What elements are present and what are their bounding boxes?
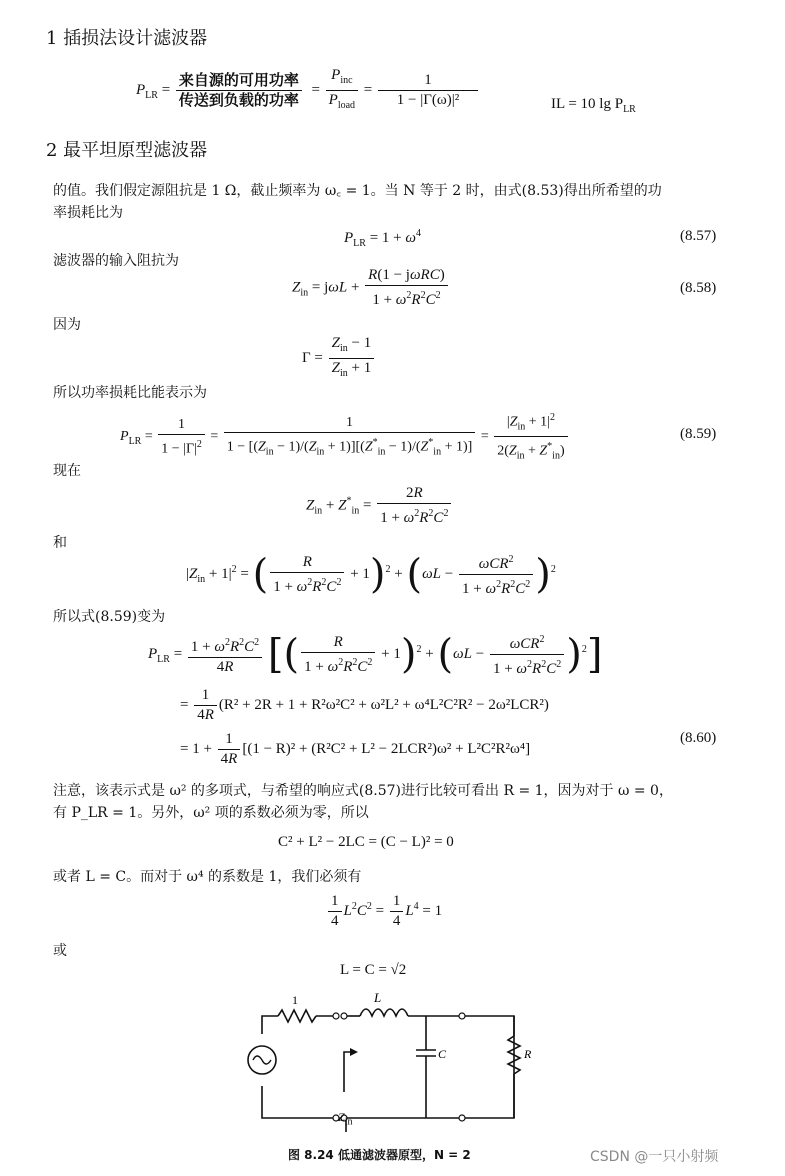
heading-section-1: 1 插损法设计滤波器: [46, 28, 208, 49]
paragraph-now: 现在: [53, 463, 81, 479]
label-resistor-1: 1: [292, 993, 298, 1007]
equation-number-8-58: (8.58): [680, 280, 717, 296]
equation-8-60-line-3: = 1 + $\frac{1}{4R}$ [(1 − R)² + (R²C² + L² − 2LCR²)ω² + L²C²R²ω⁴]: [180, 731, 531, 767]
equation-quarter: $\frac{1}{4}$ $L^2C^2$ = $\frac{1}{4}$ $L^4 = 1$: [326, 892, 442, 931]
paragraph-so-eq-becomes: 所以式(8.59)变为: [53, 609, 166, 625]
paragraph-because: 因为: [53, 317, 81, 333]
label-load-resistor: R: [524, 1047, 532, 1061]
equation-8-58: $Z_{in} = j\omega L$ + $\frac{\text{R(1 − jωRC)}}{1 + \omega^2R^2C^2}$: [292, 266, 450, 310]
paragraph-input-impedance: 滤波器的输入阻抗为: [53, 253, 179, 269]
equation-gamma: Γ = $\frac{Z_{in} - 1}{Z_{in} + 1}$: [302, 334, 376, 383]
label-zin: $Z_{in}$: [338, 1110, 353, 1128]
circuit-diagram: [240, 990, 540, 1132]
label-inductor: L: [374, 990, 382, 1005]
label-capacitor: C: [438, 1047, 447, 1061]
equation-number-8-59: (8.59): [680, 426, 717, 442]
paragraph-intro: 的值。我们假定源阻抗是 1 Ω，截止频率为 ω꜀ = 1。当 N 等于 2 时，由式(8.53)得出所希望的功 率损耗比为: [53, 183, 662, 221]
heading-section-2: 2 最平坦原型滤波器: [46, 140, 208, 161]
zin-arrow-head: [350, 1048, 358, 1056]
equation-insertion-loss: IL = 10 $\lg P_{LR}$: [551, 96, 636, 115]
equation-zin-magnitude: $|Z_{in} + 1|^2$ = ( $\frac{R}{1 + \omega^2R^2C^2}$ + 1)$^2$ + (ωL − $\frac{\omega CR^2}{1 + \omega^2R^2C^2}$ )$^2$: [186, 551, 556, 598]
equation-8-59: $P_{LR}$ = $\frac{1}{1 - |\Gamma|^2}$ = $\frac{1}{1 - [(Z_{in} - 1)/(Z_{in} + 1)][(Z^*_{in} - 1)/(Z^*_{in} + 1)]}$ = $\frac{|Z_{in} + 1|^2}{2(Z_{in} + Z^*_{in})}$: [120, 408, 570, 466]
equation-8-60-line-1: $P_{LR}$ = $\frac{1 + \omega^2R^2C^2}{4R}$ [( $\frac{R}{1 + \omega^2R^2C^2}$ + 1)$^2$ + (ωL − $\frac{\omega CR^2}{1 + \omega^2R^2C^2}$ )$^2$]: [148, 631, 603, 678]
equation-number-8-57: (8.57): [680, 228, 717, 244]
terminal-dots: [333, 1013, 465, 1121]
figure-caption: 图 8.24 低通滤波器原型，N = 2: [288, 1148, 471, 1162]
equation-c-l: C² + L² − 2LC = (C − L)² = 0: [278, 834, 454, 850]
equation-l-c-sqrt2: L = C = √2: [340, 962, 407, 978]
equation-zin-sum: $Z_{in} + Z^*_{in}$ = $\frac{2R}{1 + \omega^2R^2C^2}$: [306, 484, 453, 528]
equation-8-57: $P_{LR} = 1 + \omega^4$: [344, 228, 421, 249]
paragraph-or: 或: [53, 943, 67, 959]
paragraph-note: 注意，该表示式是 ω² 的多项式，与希望的响应式(8.57)进行比较可看出 R = 1，因为对于 ω = 0， 有 P_LR = 1。另外，ω² 项的系数必须为零，所以: [53, 783, 673, 821]
equation-plr-definition: $P_{LR}$ = $\frac{\text{来自源的可用功率}}{\text{传送到负载的功率}}$ = $\frac{P_{inc}}{P_{load}}$ = $\frac{1}{\text{1 − |Γ(ω)|²}}$: [136, 66, 480, 115]
paragraph-or-l-equals-c: 或者 L = C。而对于 ω⁴ 的系数是 1，我们必须有: [53, 869, 362, 885]
paragraph-and: 和: [53, 535, 67, 551]
equation-8-60-line-2: = $\frac{1}{4R}$ (R² + 2R + 1 + R²ω²C² + ω²L² + ω⁴L²C²R² − 2ω²LCR²): [180, 687, 549, 723]
watermark: CSDN @一只小射频: [590, 1149, 719, 1165]
paragraph-power-loss-ratio: 所以功率损耗比能表示为: [53, 385, 207, 401]
equation-number-8-60: (8.60): [680, 730, 717, 746]
